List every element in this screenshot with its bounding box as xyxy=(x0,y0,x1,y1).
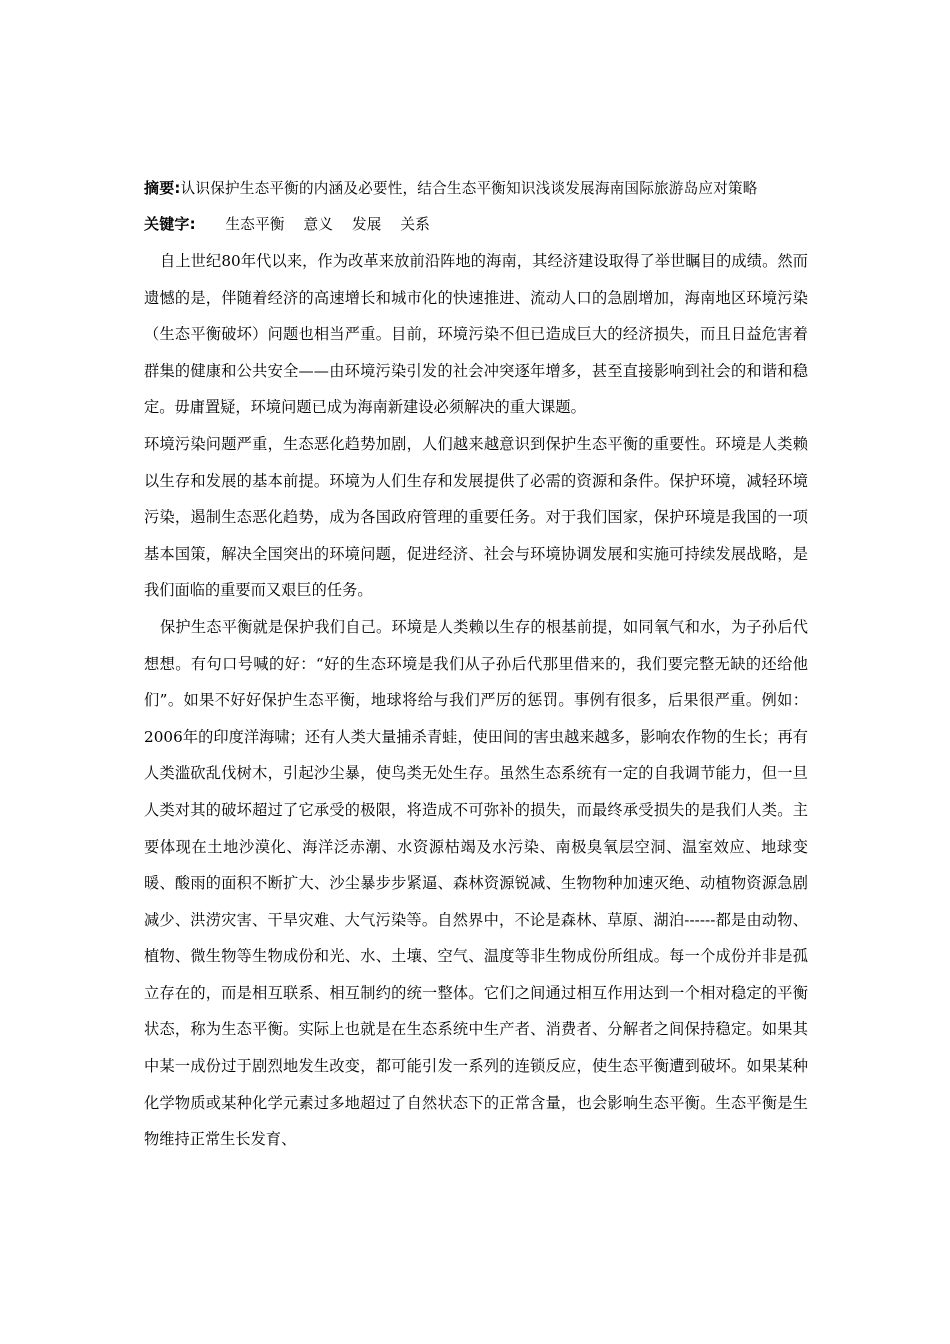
keyword-item: 关系 xyxy=(400,216,430,233)
body-paragraph-2: 环境污染问题严重，生态恶化趋势加剧，人们越来越意识到保护生态平衡的重要性。环境是人类赖以生存和发展的基本前提。环境为人们生存和发展提供了必需的资源和条件。保护环境，减轻环境污染，遏制生态恶化趋势，成为各国政府管理的重要任务。对于我们国家，保护环境是我国的一项基本国策，解决全国突出的环境问题，促进经济、社会与环境协调发展和实施可持续发展战略，是我们面临的重要而又艰巨的任务。 xyxy=(144,434,808,600)
abstract xyxy=(144,170,808,207)
keywords xyxy=(144,206,808,243)
document-content xyxy=(144,170,808,1158)
abstract-label: 摘要: xyxy=(144,179,181,197)
keyword-item: 生态平衡 xyxy=(225,216,285,233)
keyword-item: 发展 xyxy=(351,216,382,233)
body-paragraph-3: 保护生态平衡就是保护我们自己。环境是人类赖以生存的根基前提，如同氧气和水，为子孙后代想想。有句口号喊的好：“好的生态环境是我们从子孙后代那里借来的，我们要完整无缺的还给他们”。如果不好好保护生态平衡，地球将给与我们严厉的惩罚。事例有很多，后果很严重。例如：2006年的印度洋海啸；还有人类大量捕杀青蛙，使田间的害虫越来越多，影响农作物的生长；再有人类滥砍乱伐树木，引起沙尘暴，使鸟类无处生存。虽然生态系统有一定的自我调节能力，但一旦人类对其的破坏超过了它承受的极限，将造成不可弥补的损失，而最终承受损失的是我们人类。主要体现在土地沙漠化、海洋泛赤潮、水资源枯竭及水污染、南极臭氧层空洞、温室效应、地球变暖、酸雨的面积不断扩大、沙尘暴步步紧逼、森林资源锐减、生物物种加速灭绝、动植物资源急剧减少、洪涝灾害、干旱灾难、大气污染等。自然界中，不论是森林、草原、湖泊------都是由动物、植物、微生物等生物成份和光、水、土壤、空气、温度等非生物成份所组成。每一个成份并非是孤立存在的，而是相互联系、相互制约的统一整体。它们之间通过相互作用达到一个相对稳定的平衡状态，称为生态平衡。实际上也就是在生态系统中生产者、消费者、分解者之间保持稳定。如果其中某一成份过于剧烈地发生改变，都可能引发一系列的连锁反应，使生态平衡遭到破坏。如果某种化学物质或某种化学元素过多地超过了自然状态下的正常含量，也会影响生态平衡。生态平衡是生物维持正常生长发育、 xyxy=(144,617,808,1149)
abstract-text: 认识保护生态平衡的内涵及必要性，结合生态平衡知识浅谈发展海南国际旅游岛应对策略 xyxy=(180,180,758,197)
keywords-label: 关键字: xyxy=(144,215,196,233)
body-paragraph-1: 自上世纪80年代以来，作为改革来放前沿阵地的海南，其经济建设取得了举世瞩目的成绩。然而遗憾的是，伴随着经济的高速增长和城市化的快速推进、流动人口的急剧增加，海南地区环境污染（生态平衡破坏）问题也相当严重。目前，环境污染不但已造成巨大的经济损失，而且日益危害着群集的健康和公共安全——由环境污染引发的社会冲突逐年增多，甚至直接影响到社会的和谐和稳定。毋庸置疑，环境问题已成为海南新建设必须解决的重大课题。 xyxy=(144,252,808,417)
keyword-item: 意义 xyxy=(303,216,334,233)
